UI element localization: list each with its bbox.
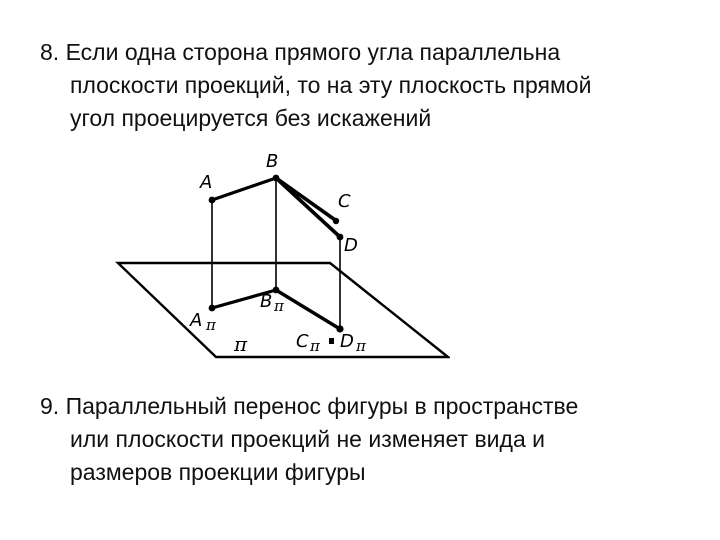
label-d-pi-subscript: π	[356, 337, 366, 355]
statement-9-line-2: или плоскости проекций не изменяет вида и	[70, 426, 545, 452]
label-b: B	[266, 151, 279, 172]
label-d: D	[344, 235, 358, 256]
label-d-pi: D	[340, 331, 354, 352]
label-b-pi: B	[260, 291, 273, 312]
statement-9-line-1: 9. Параллельный перенос фигуры в пространстве	[40, 393, 579, 419]
label-c-pi: C	[296, 331, 309, 352]
point-d	[337, 234, 344, 241]
label-c-pi-subscript: π	[310, 337, 320, 355]
label-a-pi-subscript: π	[206, 316, 216, 334]
label-a: A	[200, 172, 213, 193]
segment-b-pi-d-pi	[276, 290, 340, 329]
statement-8-line-2: плоскости проекций, то на эту плоскость прямой	[70, 72, 592, 98]
label-a-pi: A	[190, 310, 203, 331]
point-a	[209, 197, 216, 204]
label-c: C	[338, 191, 351, 212]
segment-ab	[212, 178, 276, 200]
statement-8	[40, 36, 680, 135]
point-a-pi	[209, 305, 216, 312]
label-plane-pi: π	[234, 332, 248, 356]
point-c	[333, 218, 339, 224]
point-b-pi	[273, 287, 280, 294]
c-pi-d-pi-separator	[329, 338, 334, 344]
right-angle-projection-diagram	[110, 145, 450, 370]
statement-8-line-3: угол проецируется без искажений	[70, 105, 432, 131]
statement-8-line-1: 8. Если одна сторона прямого угла параллельна	[40, 39, 561, 65]
segment-bd	[276, 178, 340, 237]
point-b	[273, 175, 280, 182]
statement-9-line-3: размеров проекции фигуры	[70, 459, 366, 485]
label-b-pi-subscript: π	[274, 297, 284, 315]
statement-9	[40, 390, 680, 489]
